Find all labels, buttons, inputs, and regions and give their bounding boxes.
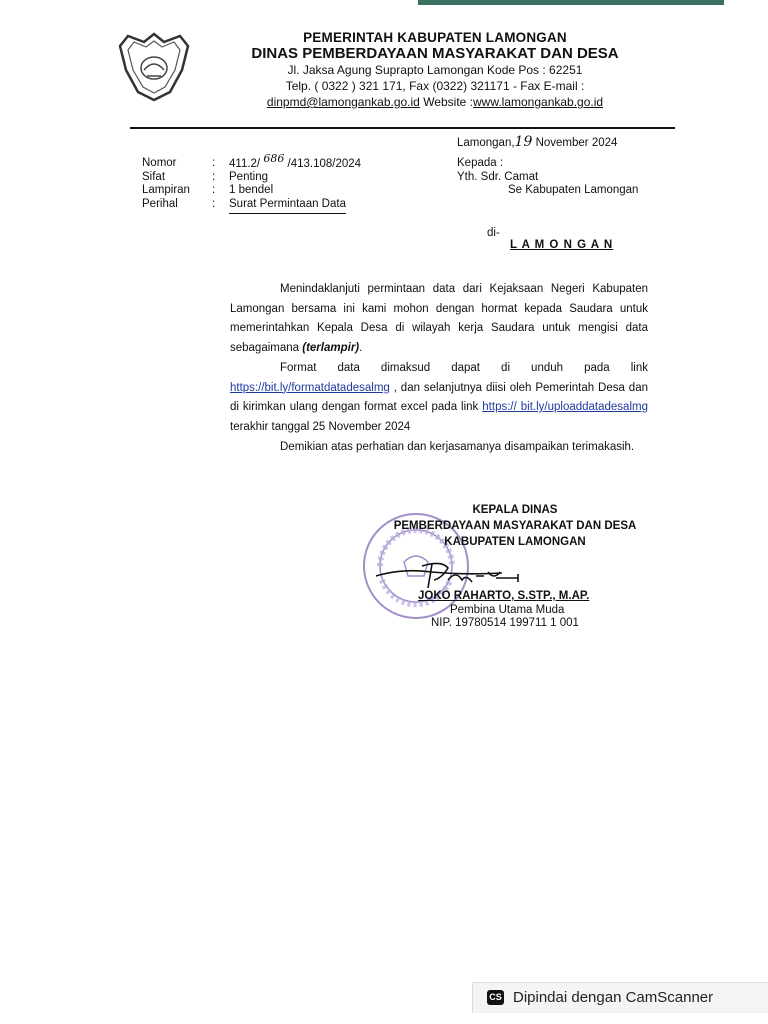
meta-row [142,171,165,185]
website-link[interactable]: www.lamongankab.go.id [473,95,604,109]
meta-value: Penting [229,171,269,183]
place-text: Lamongan, [457,137,515,149]
agency-name: DINAS PEMBERDAYAAN MASYARAKAT DAN DESA [251,45,619,62]
camscanner-label: Dipindai dengan CamScanner [513,989,714,1006]
number-suffix: /413.108/2024 [284,158,362,170]
signatory-rank: Pembina Utama Muda [450,604,565,616]
letterhead-divider [130,127,675,129]
scan-edge-bar [418,0,724,5]
meta-label: Sifat [142,171,166,183]
meta-label: Perihal [142,198,178,210]
paragraph-text: Menindaklanjuti permintaan data dari Kejaksaan Negeri Kabupaten Lamongan bersama ini kami mohon dengan hormat kepada Saudara untuk memerintahkan Kepala Desa di wilayah kerja Saudara untuk mengisi data sebagaimana [230,283,648,354]
handwritten-day: 19 [514,134,533,150]
recipient-se: Se Kabupaten Lamongan [508,184,639,196]
meta-value: 1 bendel [229,184,274,196]
recipient-yth: Yth. Sdr. Camat [457,171,539,183]
attachment-note: (terlampir) [302,341,360,354]
agency-contact-line [220,94,650,110]
handwritten-signature-icon [372,558,522,592]
handwritten-number: 686 [263,152,285,165]
paragraph-text: terakhir tanggal 25 November 2024 [230,420,411,433]
agency-phone: Telp. ( 0322 ) 321 171, Fax (0322) 321171 - Fax E-mail : [285,79,585,93]
agency-address: Jl. Jaksa Agung Suprapto Lamongan Kode Pos : 62251 [287,63,583,77]
meta-row [142,198,178,212]
signature-block [380,502,650,550]
meta-separator: : [212,171,216,183]
website-label: Website : [419,95,473,109]
recipient-di: di- [487,227,500,239]
meta-label: Lampiran [142,184,190,196]
recipient-kepada: Kepada : [457,157,504,169]
meta-label: Nomor [142,157,177,169]
format-data-link[interactable]: https://bit.ly/formatdatadesalmg [230,381,390,394]
camscanner-logo-icon: CS [487,990,504,1005]
paragraph-text: Format data dimaksud dapat di unduh pada link [280,362,648,374]
month-year: November 2024 [535,137,618,149]
government-name: PEMERINTAH KABUPATEN LAMONGAN [303,30,567,45]
meta-separator: : [212,157,216,169]
regency-emblem-icon [114,30,194,102]
paragraph-text: , dan selanjutnya diisi oleh Pemerintah Desa dan di kirimkan ulang dengan format excel pada link [230,381,648,413]
signatory-title-1: KEPALA DINAS [472,504,558,516]
signatory-name: JOKO RAHARTO, S.STP., M.AP. [418,590,590,602]
body-paragraph-1 [230,280,648,358]
number-prefix: 411.2/ [229,158,264,170]
signatory-nip: NIP. 19780514 199711 1 001 [431,617,579,629]
letter-number [229,152,362,172]
meta-row [142,157,177,171]
signatory-title-3: KABUPATEN LAMONGAN [444,536,586,548]
upload-data-link[interactable]: https:// bit.ly/uploaddatadesalmg [482,401,648,413]
signatory-title-2: PEMBERDAYAAN MASYARAKAT DAN DESA [393,520,637,532]
letterhead [220,30,650,110]
meta-separator: : [212,198,216,210]
body-paragraph-3: Demikian atas perhatian dan kerjasamanya disampaikan terimakasih. [280,441,635,453]
camscanner-watermark [472,982,768,1013]
paragraph-end: . [359,341,363,354]
recipient-city: L A M O N G A N [510,239,614,251]
place-date [457,136,617,151]
meta-separator: : [212,184,216,196]
email-link[interactable]: dinpmd@lamongankab.go.id [266,95,420,109]
meta-row [142,184,190,198]
subject-value: Surat Permintaan Data [229,198,346,214]
body-paragraph-2 [230,359,648,437]
